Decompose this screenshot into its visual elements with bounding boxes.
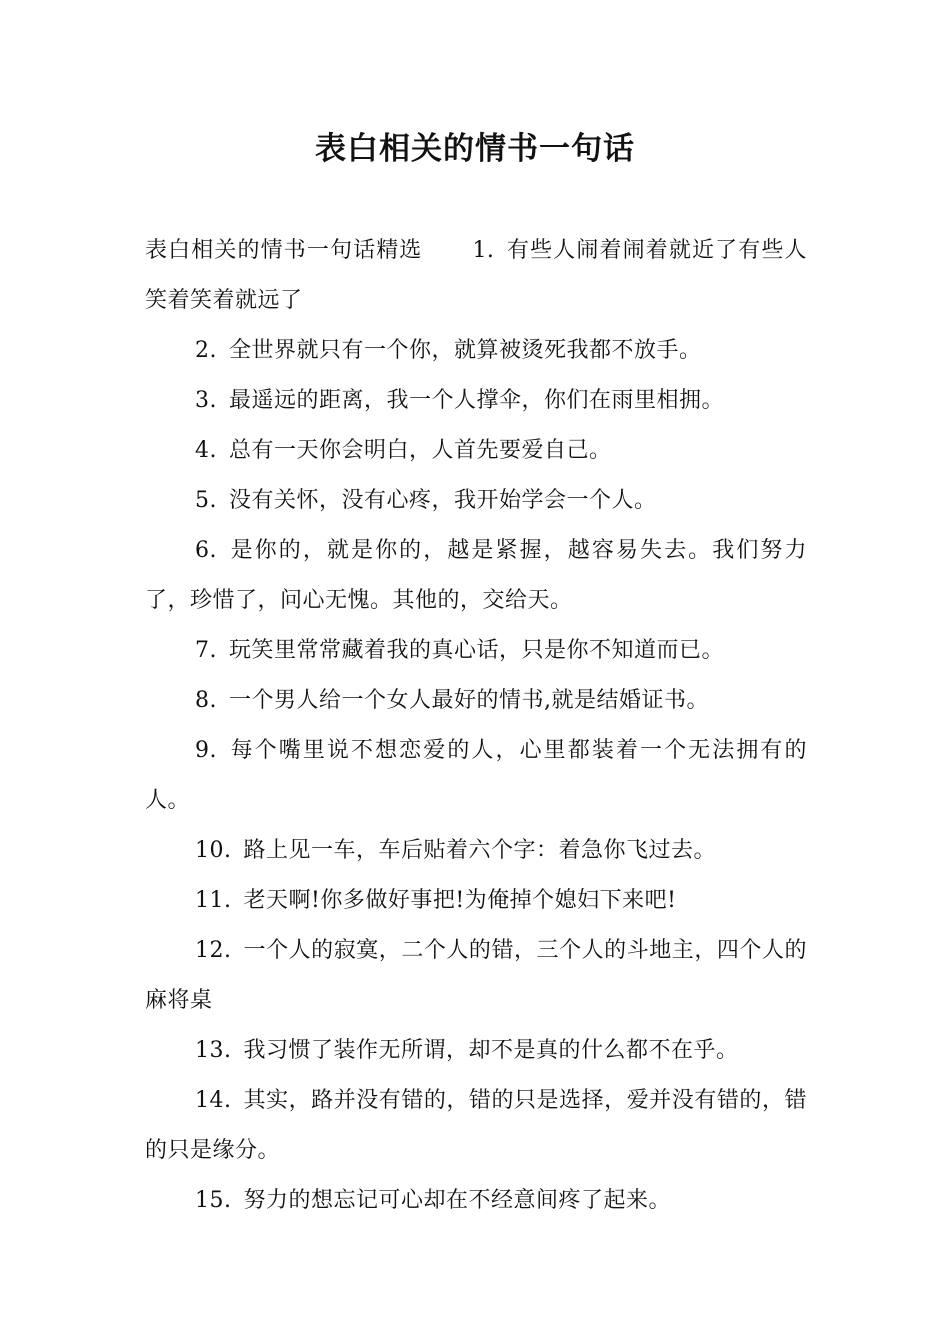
item-text: 最遥远的距离，我一个人撑伞，你们在雨里相拥。 <box>229 388 725 413</box>
item-text: 每个嘴里说不想恋爱的人，心里都装着一个无法拥有的人。 <box>145 738 807 813</box>
list-item <box>145 376 807 426</box>
item-text: 路上见一车，车后贴着六个字：着急你飞过去。 <box>243 838 717 863</box>
item-text: 我习惯了装作无所谓，却不是真的什么都不在乎。 <box>243 1038 739 1063</box>
document-title: 表白相关的情书一句话 <box>315 131 635 167</box>
list-item <box>145 876 807 926</box>
item-number: 4. <box>195 438 217 463</box>
list-item <box>145 1076 807 1176</box>
item-text: 玩笑里常常藏着我的真心话，只是你不知道而已。 <box>229 638 725 663</box>
item-text: 没有关怀，没有心疼，我开始学会一个人。 <box>229 488 657 513</box>
list-item <box>145 226 807 326</box>
list-item <box>145 476 807 526</box>
list-item <box>145 626 807 676</box>
item-number: 9. <box>195 738 217 763</box>
list-item <box>145 326 807 376</box>
item-number: 10. <box>195 838 232 863</box>
item-text: 其实，路并没有错的，错的只是选择，爱并没有错的，错的只是缘分。 <box>145 1088 807 1163</box>
intro-label: 表白相关的情书一句话精选 <box>145 238 423 263</box>
document-body <box>145 226 807 1226</box>
list-item <box>145 726 807 826</box>
item-number: 15. <box>195 1188 232 1213</box>
item-number: 5. <box>195 488 217 513</box>
list-item <box>145 926 807 1026</box>
item-number: 1. <box>472 238 495 263</box>
list-item <box>145 1176 807 1226</box>
item-number: 11. <box>195 888 232 913</box>
item-text: 是你的，就是你的，越是紧握，越容易失去。我们努力了，珍惜了，问心无愧。其他的，交给天。 <box>145 538 807 613</box>
list-item <box>145 426 807 476</box>
item-number: 7. <box>195 638 217 663</box>
item-number: 13. <box>195 1038 232 1063</box>
item-number: 6. <box>195 538 217 563</box>
item-number: 14. <box>195 1088 232 1113</box>
list-item <box>145 676 807 726</box>
item-number: 3. <box>195 388 217 413</box>
item-text: 有些人闹着闹着就近了有些人笑着笑着就远了 <box>145 238 807 313</box>
list-item <box>145 1026 807 1076</box>
item-text: 一个人的寂寞，二个人的错，三个人的斗地主，四个人的麻将桌 <box>145 938 807 1013</box>
list-item <box>145 826 807 876</box>
item-text: 努力的想忘记可心却在不经意间疼了起来。 <box>243 1188 672 1213</box>
item-text: 老天啊!你多做好事把!为俺掉个媳妇下来吧! <box>243 888 677 913</box>
item-number: 2. <box>195 338 217 363</box>
item-number: 8. <box>195 688 217 713</box>
list-item <box>145 526 807 626</box>
item-text: 全世界就只有一个你，就算被烫死我都不放手。 <box>229 338 702 363</box>
item-number: 12. <box>195 938 232 963</box>
item-text: 总有一天你会明白，人首先要爱自己。 <box>229 438 612 463</box>
item-text: 一个男人给一个女人最好的情书,就是结婚证书。 <box>229 688 709 713</box>
